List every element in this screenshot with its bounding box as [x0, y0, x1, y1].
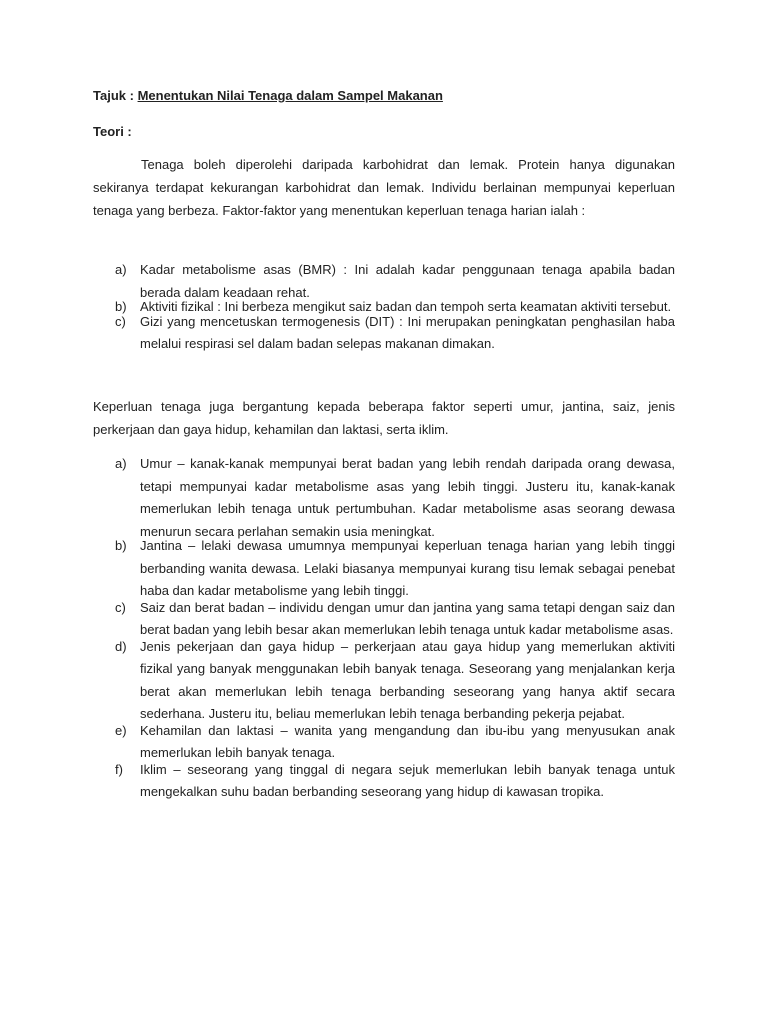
- list-item: [93, 453, 675, 543]
- document-title: [93, 88, 443, 103]
- list-item-text: Kehamilan dan laktasi – wanita yang mengandung dan ibu-ibu yang menyusukan anak memerlukan lebih banyak tenaga.: [140, 722, 675, 760]
- list-marker: a): [115, 456, 127, 471]
- list-marker: b): [115, 538, 127, 553]
- energy-factors-list: [93, 259, 675, 356]
- list-marker: b): [115, 299, 127, 314]
- list-marker: a): [115, 262, 127, 277]
- list-item-text: Umur – kanak-kanak mempunyai berat badan yang lebih rendah daripada orang dewasa, tetapi mempunyai kadar metabolisme asas yang lebih tinggi. Justeru itu, kanak-kanak memerlukan lebih tenaga untuk pertumbuhan. Kadar metabolisme asas seorang dewasa menurun secara perlahan semakin usia meningkat.: [140, 456, 675, 539]
- title-topic: Menentukan Nilai Tenaga dalam Sampel Makanan: [137, 88, 443, 103]
- list-marker: d): [115, 638, 127, 654]
- list-item: [93, 535, 675, 603]
- list-item-text: Aktiviti fizikal : Ini berbeza mengikut saiz badan dan tempoh serta keamatan aktiviti tersebut.: [140, 299, 672, 314]
- influencing-factors-list: [93, 453, 675, 804]
- list-item-text: Gizi yang mencetuskan termogenesis (DIT) : Ini merupakan peningkatan penghasilan haba melalui respirasi sel dalam badan selepas makanan dimakan.: [140, 313, 675, 351]
- list-item-text: Kadar metabolisme asas (BMR) : Ini adalah kadar penggunaan tenaga apabila badan berada dalam keadaan rehat.: [140, 262, 675, 300]
- intro-paragraph: Tenaga boleh diperolehi daripada karbohidrat dan lemak. Protein hanya digunakan sekiranya terdapat kekurangan karbohidrat dan lemak. Individu berlainan mempunyai keperluan tenaga yang berbeza. Faktor-faktor yang menentukan keperluan tenaga harian ialah :: [93, 157, 675, 218]
- list-item-text: Jantina – lelaki dewasa umumnya mempunyai keperluan tenaga harian yang lebih tinggi berbanding wanita dewasa. Lelaki biasanya mempunyai kurang tisu lemak sebagai penebat haba dan kadar metabolisme yang lebih tinggi.: [140, 538, 675, 598]
- list-marker: c): [115, 599, 126, 615]
- title-prefix: Tajuk :: [93, 88, 134, 103]
- list-marker: c): [115, 313, 126, 329]
- list-item: [93, 311, 675, 356]
- list-item: [93, 759, 675, 804]
- list-marker: e): [115, 722, 127, 738]
- list-item-text: Iklim – seseorang yang tinggal di negara sejuk memerlukan lebih banyak tenaga untuk mengekalkan suhu badan berbanding seseorang yang hidup di kawasan tropika.: [140, 761, 675, 799]
- theory-heading: Teori :: [93, 124, 132, 139]
- list-marker: f): [115, 761, 123, 777]
- list-item: [93, 636, 675, 726]
- factors-paragraph: Keperluan tenaga juga bergantung kepada beberapa faktor seperti umur, jantina, saiz, jenis perkerjaan dan gaya hidup, kehamilan dan laktasi, serta iklim.: [93, 399, 675, 437]
- list-item-text: Saiz dan berat badan – individu dengan umur dan jantina yang sama tetapi dengan saiz dan berat badan yang lebih besar akan memerlukan lebih tenaga untuk kadar metabolisme asas.: [140, 599, 675, 637]
- list-item-text: Jenis pekerjaan dan gaya hidup – perkerjaan atau gaya hidup yang memerlukan aktiviti fizikal yang banyak menggunakan lebih banyak tenaga. Seseorang yang menjalankan kerja berat akan memerlukan lebih tenaga berbanding seseorang yang hanya aktif secara sederhana. Justeru itu, beliau memerlukan lebih tenaga berbanding pekerja pejabat.: [140, 638, 675, 721]
